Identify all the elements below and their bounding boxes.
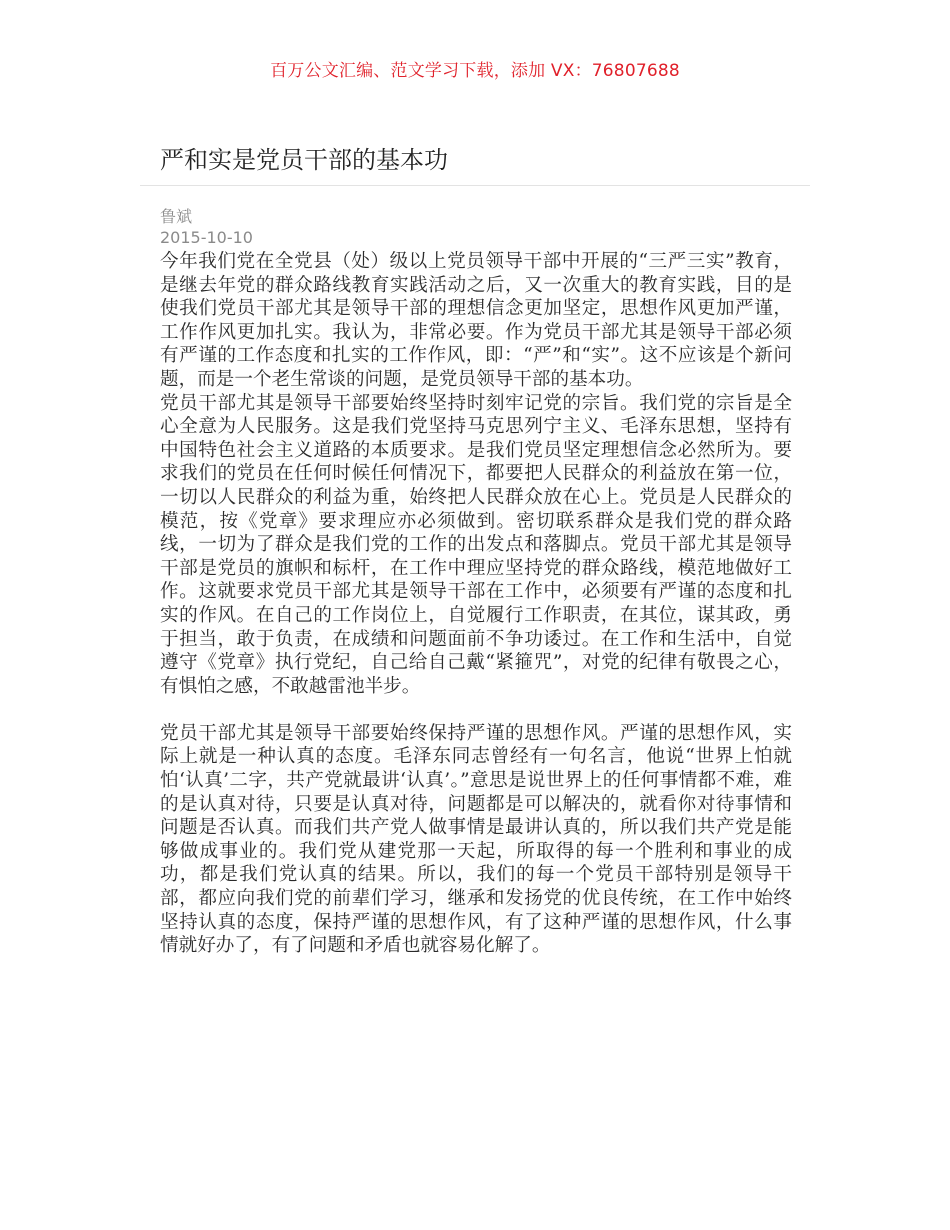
article-paragraph: 党员干部尤其是领导干部要始终坚持时刻牢记党的宗旨。我们党的宗旨是全心全意为人民服务。这是我们党坚持马克思列宁主义、毛泽东思想，坚持有中国特色社会主义道路的本质要求。是我们党员坚定理想信念必然所为。要求我们的党员在任何时候任何情况下，都要把人民群众的利益放在第一位，一切以人民群众的利益为重，始终把人民群众放在心上。党员是人民群众的模范，按《党章》要求理应亦必须做到。密切联系群众是我们党的群众路线，一切为了群众是我们党的工作的出发点和落脚点。党员干部尤其是领导干部是党员的旗帜和标杆，在工作中理应坚持党的群众路线，模范地做好工作。这就要求党员干部尤其是领导干部在工作中，必须要有严谨的态度和扎实的作风。在自己的工作岗位上，自觉履行工作职责，在其位，谋其政，勇于担当，敢于负责，在成绩和问题面前不争功诿过。在工作和生活中，自觉遵守《党章》执行党纪，自己给自己戴“紧箍咒”，对党的纪律有敬畏之心，有惧怕之感，不敢越雷池半步。 <box>160 392 792 697</box>
article-author: 鲁斌 <box>160 207 193 226</box>
article-paragraph: 今年我们党在全党县（处）级以上党员领导干部中开展的“三严三实”教育，是继去年党的群众路线教育实践活动之后，又一次重大的教育实践，目的是使我们党员干部尤其是领导干部的理想信念更加坚定，思想作风更加严谨，工作作风更加扎实。我认为，非常必要。作为党员干部尤其是领导干部必须有严谨的工作态度和扎实的工作作风，即：“严”和“实”。这不应该是个新问题，而是一个老生常谈的问题，是党员领导干部的基本功。 <box>160 251 792 390</box>
article-title: 严和实是党员干部的基本功 <box>160 146 448 174</box>
title-divider <box>140 185 810 186</box>
article-body <box>160 250 792 958</box>
article-date: 2015-10-10 <box>160 228 253 247</box>
promo-watermark: 百万公文汇编、范文学习下载，添加 VX：76807688 <box>270 61 680 81</box>
article-paragraph: 党员干部尤其是领导干部要始终保持严谨的思想作风。严谨的思想作风，实际上就是一种认真的态度。毛泽东同志曾经有一句名言，他说“世界上怕就怕‘认真’二字，共产党就最讲‘认真’。”意思是说世界上的任何事情都不难，难的是认真对待，只要是认真对待，问题都是可以解决的，就看你对待事情和问题是否认真。而我们共产党人做事情是最讲认真的，所以我们共产党是能够做成事业的。我们党从建党那一天起，所取得的每一个胜利和事业的成功，都是我们党认真的结果。所以，我们的每一个党员干部特别是领导干部，都应向我们党的前辈们学习，继承和发扬党的优良传统，在工作中始终坚持认真的态度，保持严谨的思想作风，有了这种严谨的思想作风，什么事情就好办了，有了问题和矛盾也就容易化解了。 <box>160 722 792 957</box>
